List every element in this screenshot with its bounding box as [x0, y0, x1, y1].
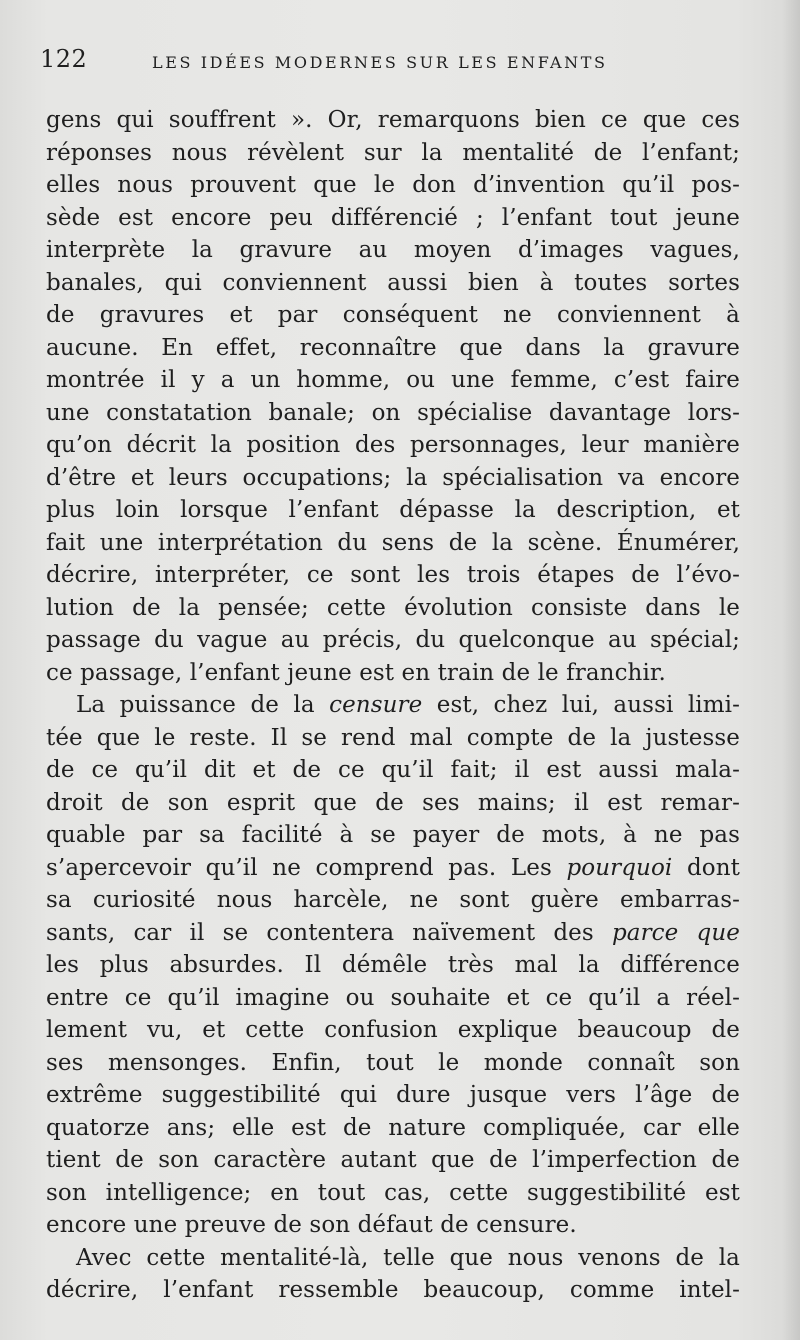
- text-line: qu’on décrit la position des personnages, leur manière: [46, 432, 740, 458]
- text-line: ses mensonges. Enfin, tout le monde connaît son: [46, 1049, 740, 1076]
- text-line: sède est encore peu différencié ; l’enfant tout jeune: [46, 204, 740, 231]
- text-line: d’être et leurs occupations; la spécialisation va encore: [46, 464, 740, 491]
- text-line: réponses nous révèlent sur la mentalité de l’enfant;: [46, 139, 740, 166]
- text-line: tée que le reste. Il se rend mal compte de la justesse: [46, 724, 740, 751]
- text-line: interprète la gravure au moyen d’images vagues,: [46, 237, 740, 263]
- text-line: fait une interprétation du sens de la scène. Énumérer,: [46, 529, 740, 556]
- text-run: est, chez lui, aussi limi-: [422, 692, 740, 718]
- text-line: de ce qu’il dit et de ce qu’il fait; il est aussi mala-: [46, 757, 740, 783]
- body-text: [46, 104, 740, 1307]
- text-line: banales, qui conviennent aussi bien à toutes sortes: [46, 269, 740, 296]
- text-run: La puissance de la: [76, 692, 330, 718]
- text-line: quable par sa facilité à se payer de mots, à ne pas: [46, 822, 740, 848]
- text-line: décrire, interpréter, ce sont les trois étapes de l’évo-: [46, 562, 740, 588]
- text-line: droit de son esprit que de ses mains; il est remar-: [46, 789, 740, 816]
- text-line: une constatation banale; on spécialise davantage lors-: [46, 399, 740, 426]
- text-line: plus loin lorsque l’enfant dépasse la description, et: [46, 497, 740, 523]
- text-line: les plus absurdes. Il démêle très mal la différence: [46, 952, 740, 978]
- text-line: gens qui souffrent ». Or, remarquons bien ce que ces: [46, 107, 740, 133]
- text-run: s’apercevoir qu’il ne comprend pas. Les: [46, 854, 567, 881]
- text-line: quatorze ans; elle est de nature compliquée, car elle: [46, 1114, 740, 1141]
- page-number: 122: [40, 45, 88, 73]
- text-line: lement vu, et cette confusion explique beaucoup de: [46, 1017, 740, 1043]
- text-line: entre ce qu’il imagine ou souhaite et ce qu’il a réel-: [46, 984, 740, 1011]
- text-line: de gravures et par conséquent ne conviennent à: [46, 302, 740, 328]
- text-line: aucune. En effet, reconnaître que dans la gravure: [46, 334, 740, 361]
- page-header: [40, 42, 740, 78]
- text-line: lution de la pensée; cette évolution consiste dans le: [46, 594, 740, 621]
- text-line: elles nous prouvent que le don d’invention qu’il pos-: [46, 172, 740, 198]
- text-line-with-italic: [46, 917, 740, 950]
- text-line: passage du vague au précis, du quelconque au spécial;: [46, 627, 740, 653]
- page-edge-shadow: [782, 0, 800, 1340]
- text-line: tient de son caractère autant que de l’imperfection de: [46, 1147, 740, 1173]
- text-line: extrême suggestibilité qui dure jusque vers l’âge de: [46, 1082, 740, 1108]
- text-line-with-italic: [46, 852, 740, 885]
- text-line: son intelligence; en tout cas, cette suggestibilité est: [46, 1179, 740, 1206]
- italic-word: parce que: [611, 919, 740, 946]
- italic-word: censure: [329, 692, 423, 718]
- paragraph-end-line: encore une preuve de son défaut de censure.: [46, 1212, 577, 1238]
- running-title: LES IDÉES MODERNES SUR LES ENFANTS: [152, 53, 608, 72]
- text-run: dont: [672, 854, 740, 881]
- text-line: Avec cette mentalité-là, telle que nous venons de la: [76, 1244, 740, 1271]
- paragraph-end-line: ce passage, l’enfant jeune est en train de le franchir.: [46, 659, 666, 686]
- text-line: montrée il y a un homme, ou une femme, c’est faire: [46, 367, 740, 393]
- text-run: sants, car il se contentera naïvement des: [46, 919, 612, 946]
- text-line: sa curiosité nous harcèle, ne sont guère embarras-: [46, 887, 740, 913]
- text-line: décrire, l’enfant ressemble beaucoup, comme intel-: [46, 1277, 740, 1303]
- italic-word: pourquoi: [566, 854, 673, 881]
- text-line-with-italic: [46, 689, 740, 722]
